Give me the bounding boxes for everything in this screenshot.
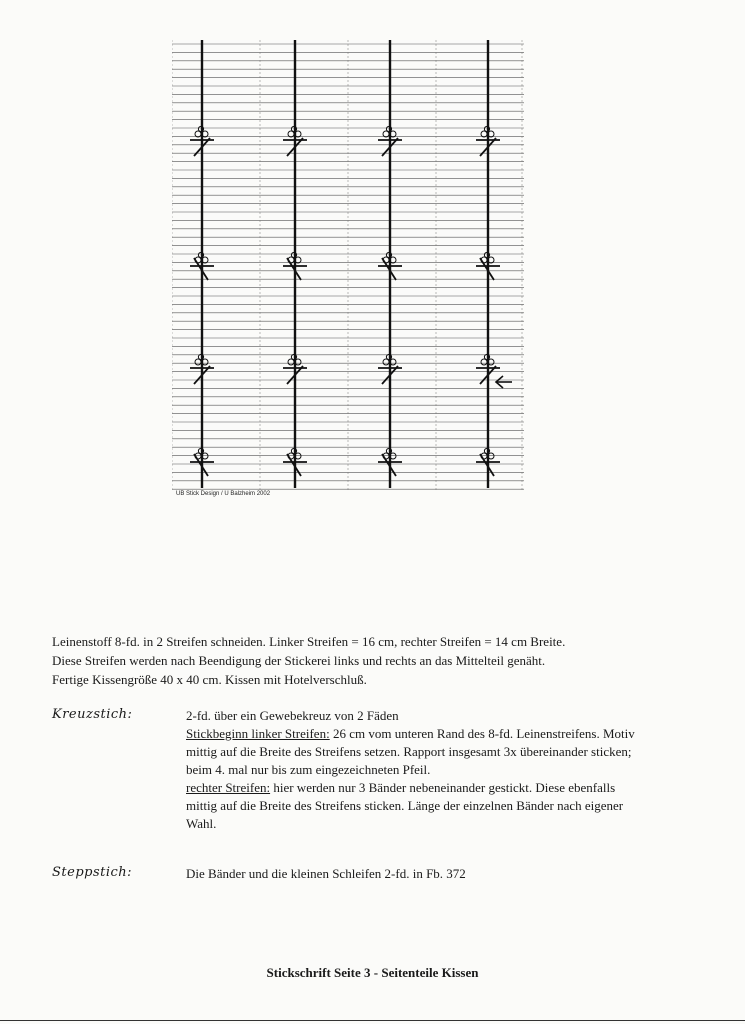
intro-line-2: Diese Streifen werden nach Beendigung der Stickerei links und rechts an das Mittelteil genäht. <box>52 653 546 668</box>
stitch-chart-grid <box>172 40 524 500</box>
start-left-label: Stickbeginn linker Streifen: <box>186 726 330 741</box>
kreuzstich-right <box>186 779 646 833</box>
start-left-text: 26 cm vom unteren Rand des 8-fd. Leinenstreifens. Motiv mittig auf die Breite des Streifens setzen. Rapport insgesamt 3x übereinander sticken; beim 4. mal nur bis zum eingezeichneten Pfeil. <box>186 726 635 777</box>
steppstich-label: Steppstich: <box>52 865 133 880</box>
right-strip-label: rechter Streifen: <box>186 780 271 795</box>
stop-arrow-icon <box>496 376 512 388</box>
page-footer-title: Stickschrift Seite 3 - Seitenteile Kissen <box>266 965 479 980</box>
kreuzstich-label: Kreuzstich: <box>52 707 133 722</box>
steppstich-text: Die Bänder und die kleinen Schleifen 2-fd. in Fb. 372 <box>186 866 466 881</box>
stitch-chart <box>172 40 524 500</box>
intro-line-3: Fertige Kissengröße 40 x 40 cm. Kissen mit Hotelverschluß. <box>52 672 367 687</box>
chart-copyright: UB Stick Design / U Balzheim 2002 <box>176 491 271 497</box>
kreuzstich-line-1: 2-fd. über ein Gewebekreuz von 2 Fäden <box>186 708 399 723</box>
bottom-divider <box>0 1020 745 1021</box>
right-strip-text: hier werden nur 3 Bänder nebeneinander gestickt. Diese ebenfalls mittig auf die Breite des Streifens sticken. Länge der einzelnen Bänder nach eigener Wahl. <box>186 780 624 831</box>
kreuzstich-body <box>186 707 646 833</box>
steppstich-body <box>186 865 646 883</box>
intro-line-1: Leinenstoff 8-fd. in 2 Streifen schneiden. Linker Streifen = 16 cm, rechter Streifen = 14 cm Breite. <box>52 634 566 649</box>
kreuzstich-start <box>186 725 646 779</box>
intro-text <box>52 632 692 689</box>
